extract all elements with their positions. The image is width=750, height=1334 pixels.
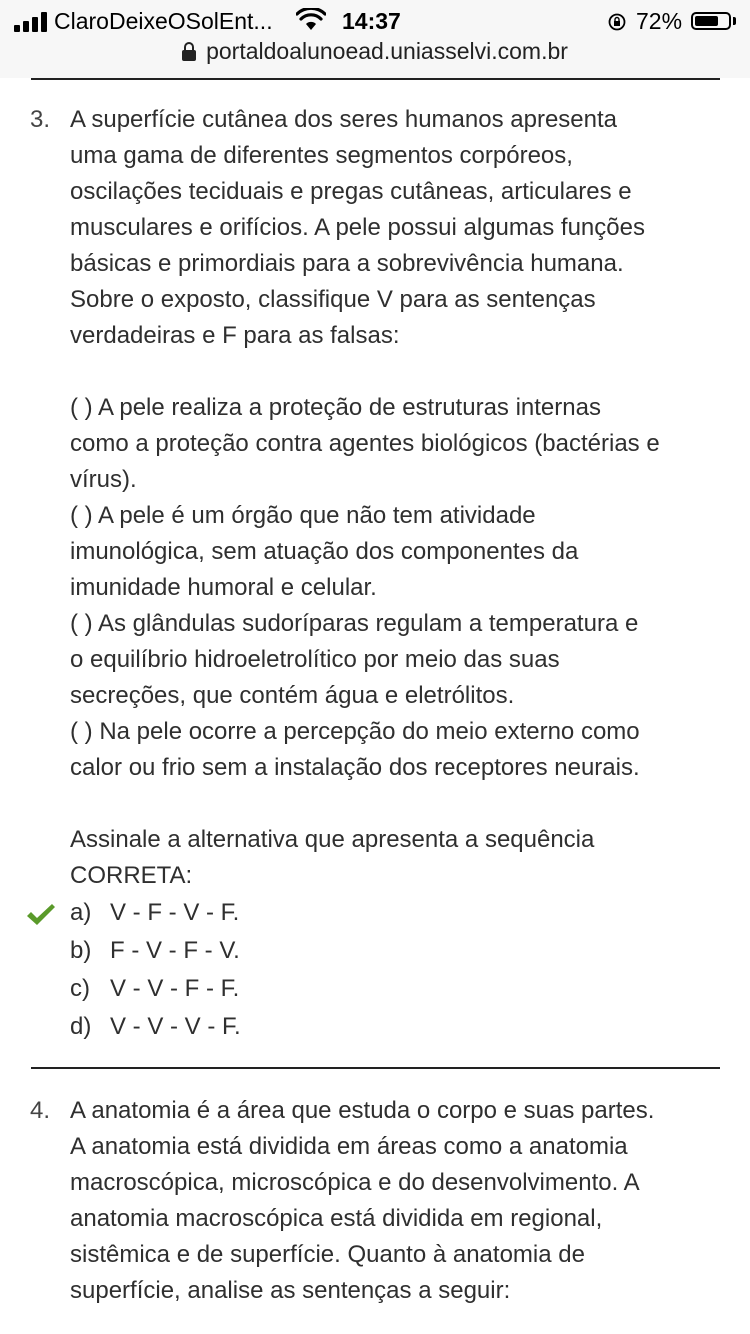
divider-middle — [31, 1067, 720, 1069]
question-intro — [70, 1093, 720, 1309]
text-line: calor ou frio sem a instalação dos receptores neurais. — [70, 754, 640, 781]
text-line: macroscópica, microscópica e do desenvolvimento. A — [70, 1169, 640, 1196]
battery-tip — [733, 17, 736, 25]
signal-strength-icon — [14, 12, 50, 32]
text-line: musculares e orifícios. A pele possui algumas funções — [70, 214, 645, 241]
carrier-name: ClaroDeixeOSolEnt... — [54, 8, 273, 34]
text-line: como a proteção contra agentes biológicos (bactérias e — [70, 430, 660, 457]
answer-options — [70, 894, 720, 1046]
text-line: ( ) A pele é um órgão que não tem atividade — [70, 502, 536, 529]
text-line: A superfície cutânea dos seres humanos apresenta — [70, 106, 618, 133]
battery-percentage: 72% — [636, 8, 683, 34]
text-line: anatomia macroscópica está dividida em regional, — [70, 1205, 603, 1232]
option-letter: b) — [70, 937, 92, 964]
clock: 14:37 — [342, 8, 401, 34]
question-number: 3. — [30, 106, 51, 133]
correct-check-icon — [26, 903, 56, 927]
text-line: uma gama de diferentes segmentos corpóreos, — [70, 142, 573, 169]
question-intro — [70, 102, 720, 354]
text-line: superfície, analise as sentenças a seguir: — [70, 1277, 511, 1304]
text-line: A anatomia é a área que estuda o corpo e suas partes. — [70, 1097, 655, 1124]
option-letter: a) — [70, 899, 92, 926]
text-line: sistêmica e de superfície. Quanto à anatomia de — [70, 1241, 585, 1268]
battery-icon — [691, 12, 731, 30]
question-body — [70, 1093, 720, 1309]
answer-option[interactable] — [70, 932, 720, 970]
text-line: Assinale a alternativa que apresenta a sequência — [70, 826, 595, 853]
text-line: ( ) A pele realiza a proteção de estruturas internas — [70, 394, 601, 421]
url-text: portaldoalunoead.uniasselvi.com.br — [206, 38, 568, 64]
question-prompt — [70, 822, 720, 894]
text-line: básicas e primordiais para a sobrevivência humana. — [70, 250, 624, 277]
answer-option[interactable] — [70, 970, 720, 1008]
option-text: V - F - V - F. — [110, 899, 240, 926]
text-line: ( ) Na pele ocorre a percepção do meio externo como — [70, 718, 640, 745]
answer-option[interactable] — [70, 1008, 720, 1046]
wifi-icon — [296, 8, 326, 32]
answer-option[interactable] — [70, 894, 720, 932]
status-row — [0, 6, 750, 36]
text-line: CORRETA: — [70, 862, 193, 889]
option-letter: d) — [70, 1013, 92, 1040]
text-line: Sobre o exposto, classifique V para as sentenças — [70, 286, 596, 313]
status-bar — [0, 0, 750, 78]
text-line: imunidade humoral e celular. — [70, 574, 377, 601]
address-bar[interactable] — [0, 38, 750, 70]
text-line: vírus). — [70, 466, 137, 493]
rotation-lock-icon — [608, 13, 626, 31]
text-line: secreções, que contém água e eletrólitos. — [70, 682, 515, 709]
text-line: o equilíbrio hidroeletrolítico por meio das suas — [70, 646, 560, 673]
option-text: F - V - F - V. — [110, 937, 240, 964]
question-statements — [70, 390, 720, 786]
text-line: oscilações teciduais e pregas cutâneas, articulares e — [70, 178, 632, 205]
question-body — [70, 102, 720, 1046]
question-number: 4. — [30, 1097, 51, 1124]
option-text: V - V - V - F. — [110, 1013, 241, 1040]
text-line: ( ) As glândulas sudoríparas regulam a temperatura e — [70, 610, 639, 637]
battery-fill — [695, 16, 718, 26]
text-line: imunológica, sem atuação dos componentes da — [70, 538, 579, 565]
option-letter: c) — [70, 975, 90, 1002]
option-text: V - V - F - F. — [110, 975, 240, 1002]
divider-top — [31, 78, 720, 80]
lock-icon — [182, 42, 196, 60]
text-line: A anatomia está dividida em áreas como a anatomia — [70, 1133, 628, 1160]
text-line: verdadeiras e F para as falsas: — [70, 322, 400, 349]
